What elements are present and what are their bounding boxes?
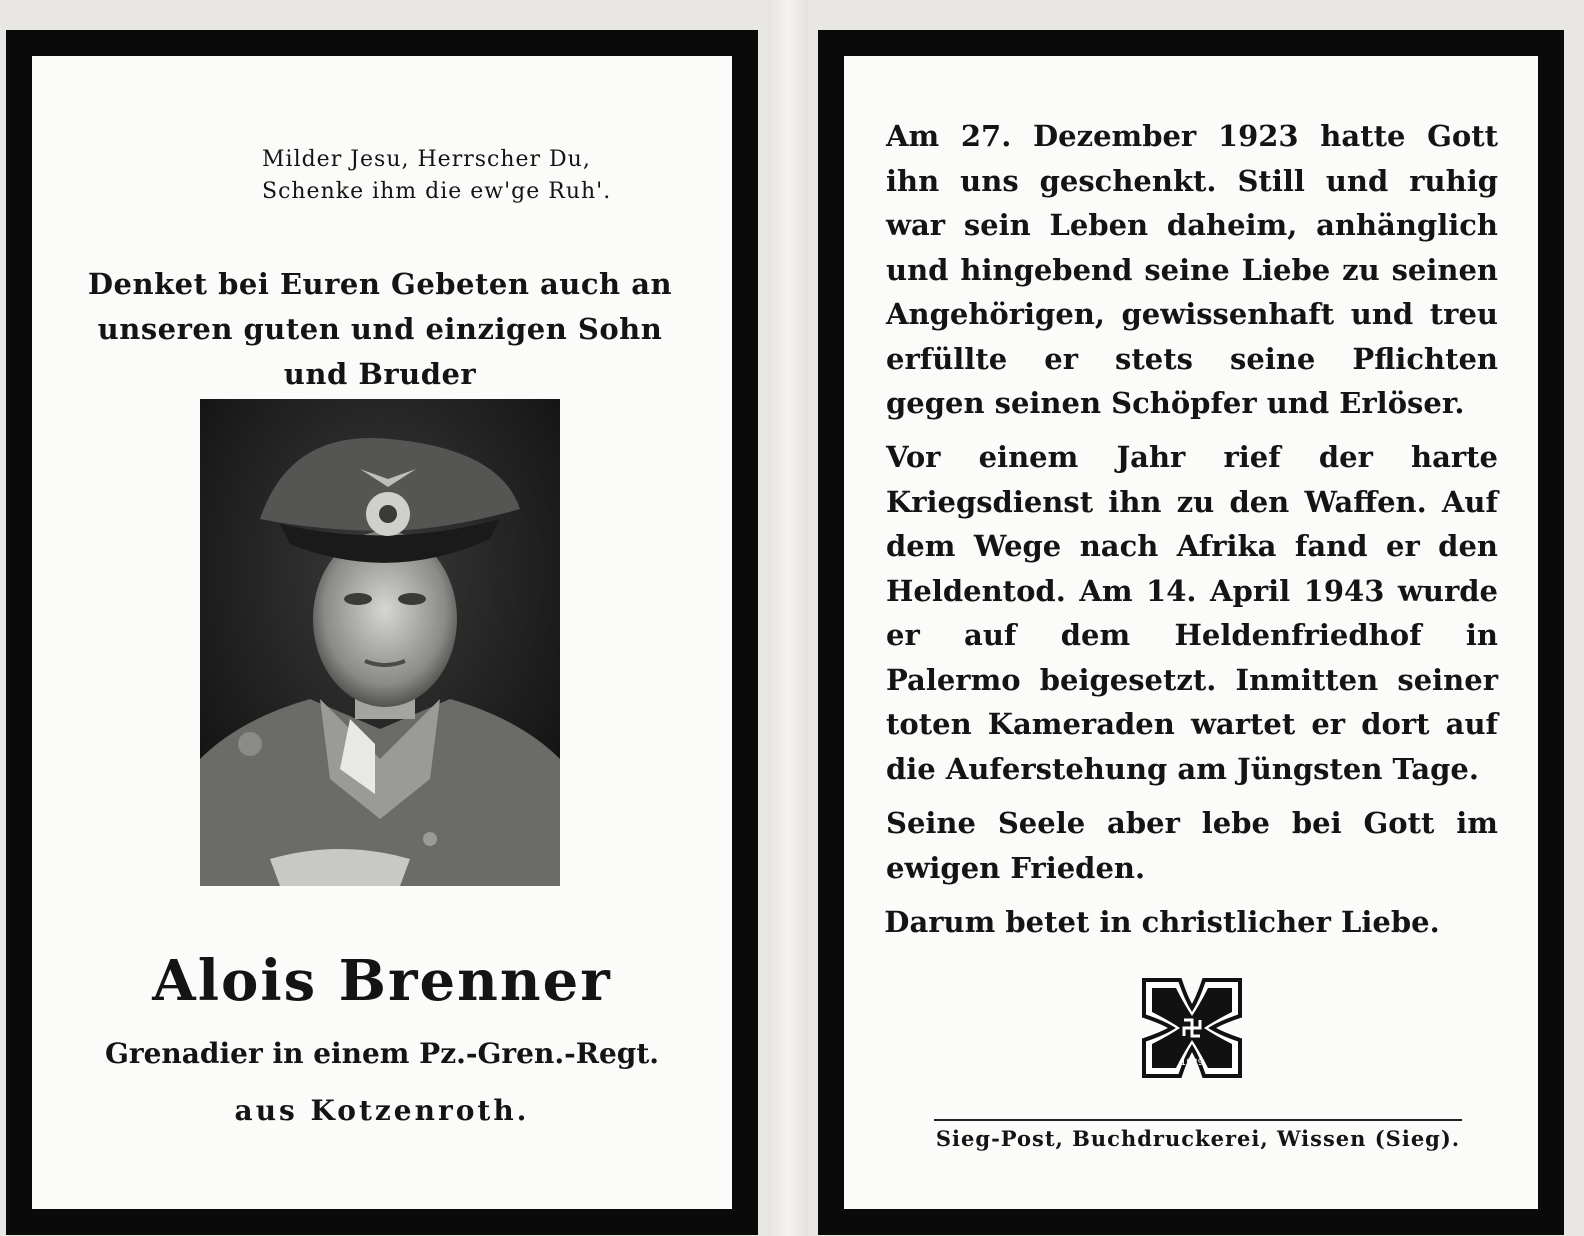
card-fold xyxy=(768,0,808,1236)
soldier-portrait-photo xyxy=(200,399,560,886)
closing-prayer: Darum betet in christlicher Liebe. xyxy=(884,905,1440,939)
biography-paragraph-1: Am 27. Dezember 1923 hatte Gott ihn uns geschenkt. Still und ruhig war sein Leben daheim, anhänglich und hingebend seine Liebe zu seinen Angehörigen, gewissenhaft und treu erfüllte er stets seine Pflichten gegen seinen Schöpfer und Erlöser. xyxy=(886,119,1498,420)
biography-paragraph-3: Seine Seele aber lebe bei Gott im ewigen Frieden. xyxy=(886,806,1498,885)
motto-line-1: Milder Jesu, Herrscher Du, xyxy=(262,147,591,172)
portrait-image xyxy=(200,399,560,886)
footer-divider xyxy=(934,1119,1462,1121)
intro-text: Denket bei Euren Gebeten auch an unseren guten und einzigen Sohn und Bruder xyxy=(87,267,673,391)
biography-paragraph-2: Vor einem Jahr rief der harte Kriegsdienst ihn zu den Waffen. Auf dem Wege nach Afrika fand er den Heldentod. Am 14. April 1943 wurde er auf dem Heldenfriedhof in Palermo beigesetzt. Inmitten seiner toten Kameraden wartet er dort auf die Auferstehung am Jüngsten Tage. xyxy=(886,440,1498,786)
left-card-page xyxy=(6,30,758,1235)
motto-line-2: Schenke ihm die ew'ge Ruh'. xyxy=(262,179,612,204)
home-village: aus Kotzenroth. xyxy=(234,1094,530,1127)
iron-cross-icon xyxy=(1140,976,1244,1080)
right-card-paper xyxy=(844,56,1538,1209)
printer-imprint: Sieg-Post, Buchdruckerei, Wissen (Sieg). xyxy=(935,1126,1461,1151)
military-rank: Grenadier in einem Pz.-Gren.-Regt. xyxy=(104,1037,660,1070)
deceased-name: Alois Brenner xyxy=(152,948,612,1014)
prayer-motto xyxy=(262,144,682,208)
cross-year-label: 1939 xyxy=(1180,1058,1204,1068)
left-card-paper xyxy=(32,56,732,1209)
right-card-page xyxy=(818,30,1564,1235)
